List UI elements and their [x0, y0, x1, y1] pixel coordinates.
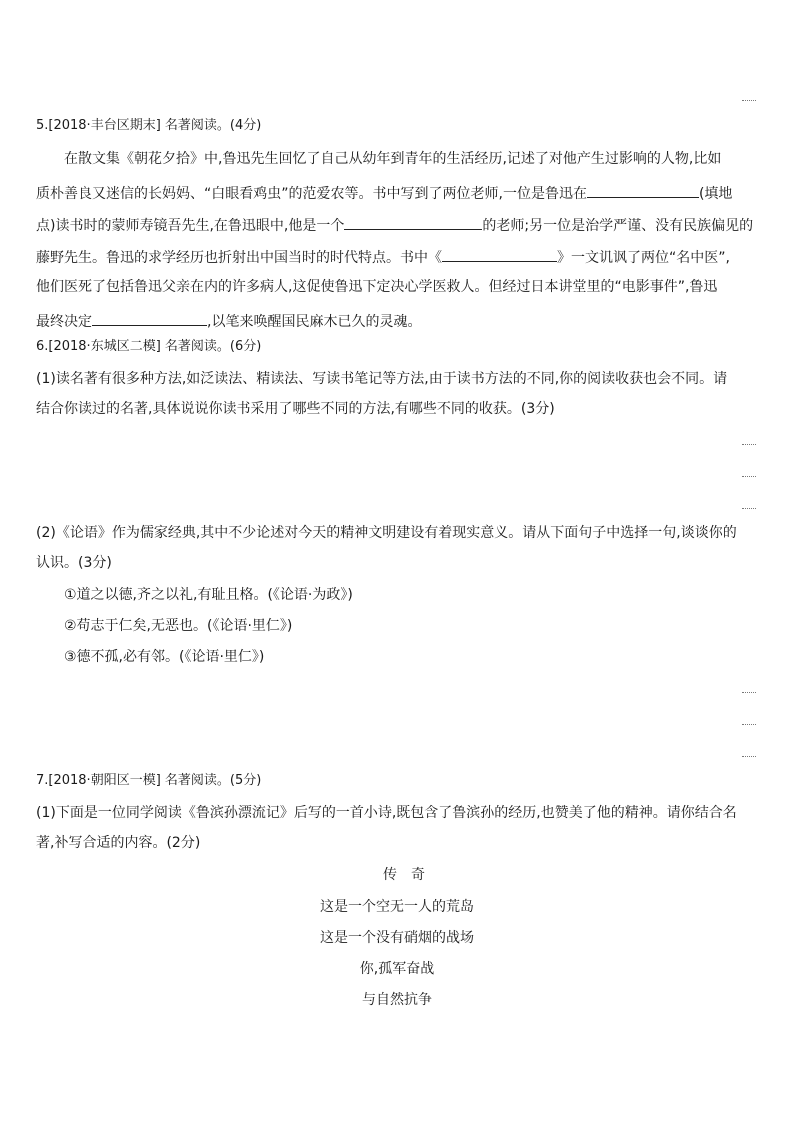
q6-part2-text: 认识。(3分) — [36, 555, 112, 571]
q6-part1-text: 结合你读过的名著,具体说说你读书采用了哪些不同的方法,有哪些不同的收获。(3分) — [36, 401, 555, 417]
q6-option: ②苟志于仁矣,无恶也。(《论语·里仁》) — [64, 618, 293, 634]
q5-text-line: 点)读书时的蒙师寿镜吾先生,在鲁迅眼中,他是一个 的老师;另一位是治学严谨、没有民族偏见的 — [36, 213, 758, 236]
q6-option: ③德不孤,必有邻。(《论语·里仁》) — [64, 649, 265, 665]
q5-text-line: 最终决定 ,以笔来唤醒国民麻木已久的灵魂。 — [36, 309, 758, 332]
q5-text-line: 他们医死了包括鲁迅父亲在内的许多病人,这促使鲁迅下定决心学医救人。但经过日本讲堂里的“电影事件”,鲁迅 — [36, 279, 718, 295]
q5-text-line: 质朴善良又迷信的长妈妈、“白眼看鸡虫”的范爱农等。书中写到了两位老师,一位是鲁迅在 (填地 — [36, 181, 758, 204]
answer-line-dots — [742, 724, 756, 725]
poem-line: 这是一个没有硝烟的战场 — [320, 930, 474, 946]
q6-option: ①道之以德,齐之以礼,有耻且格。(《论语·为政》) — [64, 587, 353, 603]
question-6-header: 6.[2018·东城区二模] 名著阅读。(6分) — [36, 339, 262, 354]
q7-part1-text: 著,补写合适的内容。(2分) — [36, 835, 201, 851]
fill-blank[interactable] — [442, 245, 557, 262]
fill-blank[interactable] — [344, 213, 482, 230]
fill-blank[interactable] — [92, 309, 207, 326]
q5-text-line: 在散文集《朝花夕拾》中,鲁迅先生回忆了自己从幼年到青年的生活经历,记述了对他产生过影响的人物,比如 — [64, 151, 722, 167]
fill-blank[interactable] — [587, 181, 699, 198]
answer-line-dots — [742, 476, 756, 477]
answer-line-dots — [742, 444, 756, 445]
answer-line-dots — [742, 100, 756, 101]
answer-line-dots — [742, 692, 756, 693]
question-5-header: 5.[2018·丰台区期末] 名著阅读。(4分) — [36, 118, 262, 133]
q6-part2-text: (2)《论语》作为儒家经典,其中不少论述对今天的精神文明建设有着现实意义。请从下面句子中选择一句,谈谈你的 — [36, 525, 737, 541]
answer-line-dots — [742, 508, 756, 509]
poem-line: 与自然抗争 — [362, 992, 432, 1008]
q7-part1-text: (1)下面是一位同学阅读《鲁滨孙漂流记》后写的一首小诗,既包含了鲁滨孙的经历,也赞美了他的精神。请你结合名 — [36, 805, 737, 821]
q6-part1-text: (1)读名著有很多种方法,如泛读法、精读法、写读书笔记等方法,由于读书方法的不同,你的阅读收获也会不同。请 — [36, 371, 728, 387]
poem-line: 这是一个空无一人的荒岛 — [320, 899, 474, 915]
answer-line-dots — [742, 756, 756, 757]
poem-title: 传奇 — [383, 867, 439, 883]
q5-text-line: 藤野先生。鲁迅的求学经历也折射出中国当时的时代特点。书中《 》一文讥讽了两位“名中医”, — [36, 245, 758, 268]
poem-line: 你,孤军奋战 — [359, 961, 435, 977]
question-7-header: 7.[2018·朝阳区一模] 名著阅读。(5分) — [36, 773, 262, 788]
